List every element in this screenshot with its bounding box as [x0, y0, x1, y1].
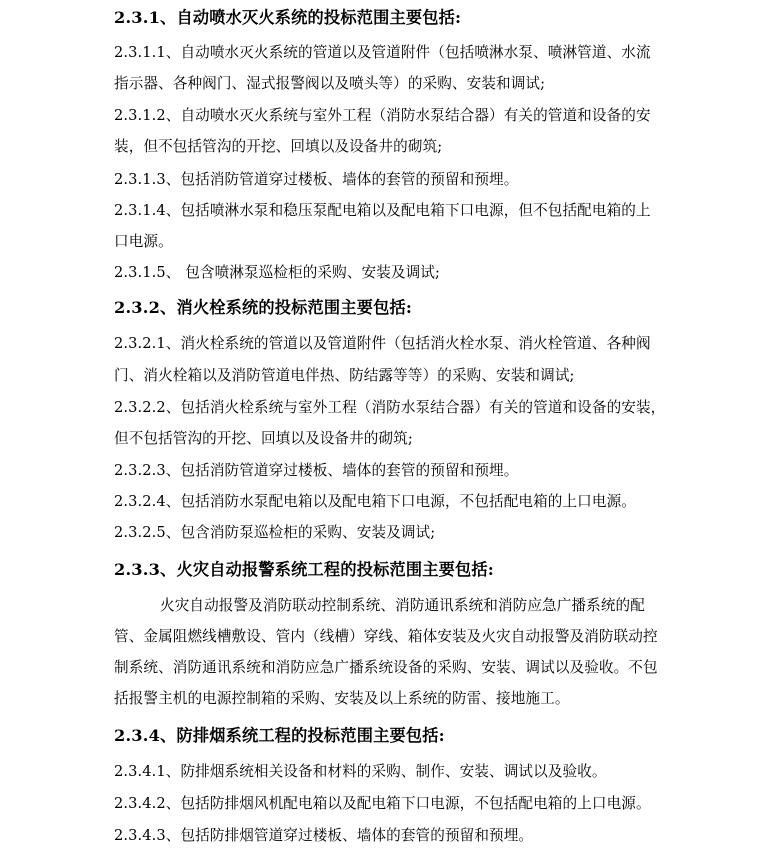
paragraph-line: 指示器、各种阀门、湿式报警阀以及喷头等）的采购、安装和调试; [114, 75, 546, 92]
paragraph-line: 口电源。 [114, 233, 173, 250]
paragraph-line: 2.3.1.1、自动喷水灭火系统的管道以及管道附件（包括喷淋水泵、喷淋管道、水流 [114, 44, 651, 61]
paragraph-line: 装，但不包括管沟的开挖、回填以及设备井的砌筑; [114, 138, 443, 155]
section-heading-2-3-2: 2.3.2、消火栓系统的投标范围主要包括: [114, 298, 413, 317]
paragraph-line: 2.3.1.2、自动喷水灭火系统与室外工程（消防水泵结合器）有关的管道和设备的安 [114, 107, 651, 124]
paragraph-line: 2.3.2.3、包括消防管道穿过楼板、墙体的套管的预留和预埋。 [114, 462, 519, 479]
paragraph-line: 2.3.1.4、包括喷淋水泵和稳压泵配电箱以及配电箱下口电源，但不包括配电箱的上 [114, 202, 651, 219]
section-heading-2-3-4: 2.3.4、防排烟系统工程的投标范围主要包括: [114, 726, 445, 745]
paragraph-line: 火灾自动报警及消防联动控制系统、消防通讯系统和消防应急广播系统的配 [160, 597, 645, 614]
paragraph-line: 2.3.4.2、包括防排烟风机配电箱以及配电箱下口电源，不包括配电箱的上口电源。 [114, 795, 651, 812]
paragraph-line: 管、金属阻燃线槽敷设、管内（线槽）穿线、箱体安装及火灾自动报警及消防联动控 [114, 628, 658, 645]
section-heading-2-3-1: 2.3.1、自动喷水灭火系统的投标范围主要包括: [114, 8, 462, 27]
paragraph-line: 2.3.2.1、消火栓系统的管道以及管道附件（包括消火栓水泵、消火栓管道、各种阀 [114, 335, 651, 352]
paragraph-line: 2.3.1.3、包括消防管道穿过楼板、墙体的套管的预留和预埋。 [114, 171, 519, 188]
paragraph-line: 但不包括管沟的开挖、回填以及设备井的砌筑; [114, 430, 413, 447]
paragraph-line: 括报警主机的电源控制箱的采购、安装及以上系统的防雷、接地施工。 [114, 690, 570, 707]
paragraph-line: 2.3.2.2、包括消火栓系统与室外工程（消防水泵结合器）有关的管道和设备的安装， [114, 399, 666, 416]
paragraph-line: 2.3.4.3、包括防排烟管道穿过楼板、墙体的套管的预留和预埋。 [114, 827, 534, 844]
paragraph-line: 2.3.2.4、包括消防水泵配电箱以及配电箱下口电源，不包括配电箱的上口电源。 [114, 493, 636, 510]
paragraph-line: 2.3.4.1、防排烟系统相关设备和材料的采购、制作、安装、调试以及验收。 [114, 763, 607, 780]
paragraph-line: 2.3.1.5、 包含喷淋泵巡检柜的采购、安装及调试; [114, 264, 441, 281]
paragraph-line: 门、消火栓箱以及消防管道电伴热、防结露等等）的采购、安装和调试; [114, 367, 575, 384]
section-heading-2-3-3: 2.3.3、火灾自动报警系统工程的投标范围主要包括: [114, 560, 494, 579]
paragraph-line: 制系统、消防通讯系统和消防应急广播系统设备的采购、安装、调试以及验收。不包 [114, 659, 658, 676]
paragraph-line: 2.3.2.5、包含消防泵巡检柜的采购、安装及调试; [114, 524, 436, 541]
